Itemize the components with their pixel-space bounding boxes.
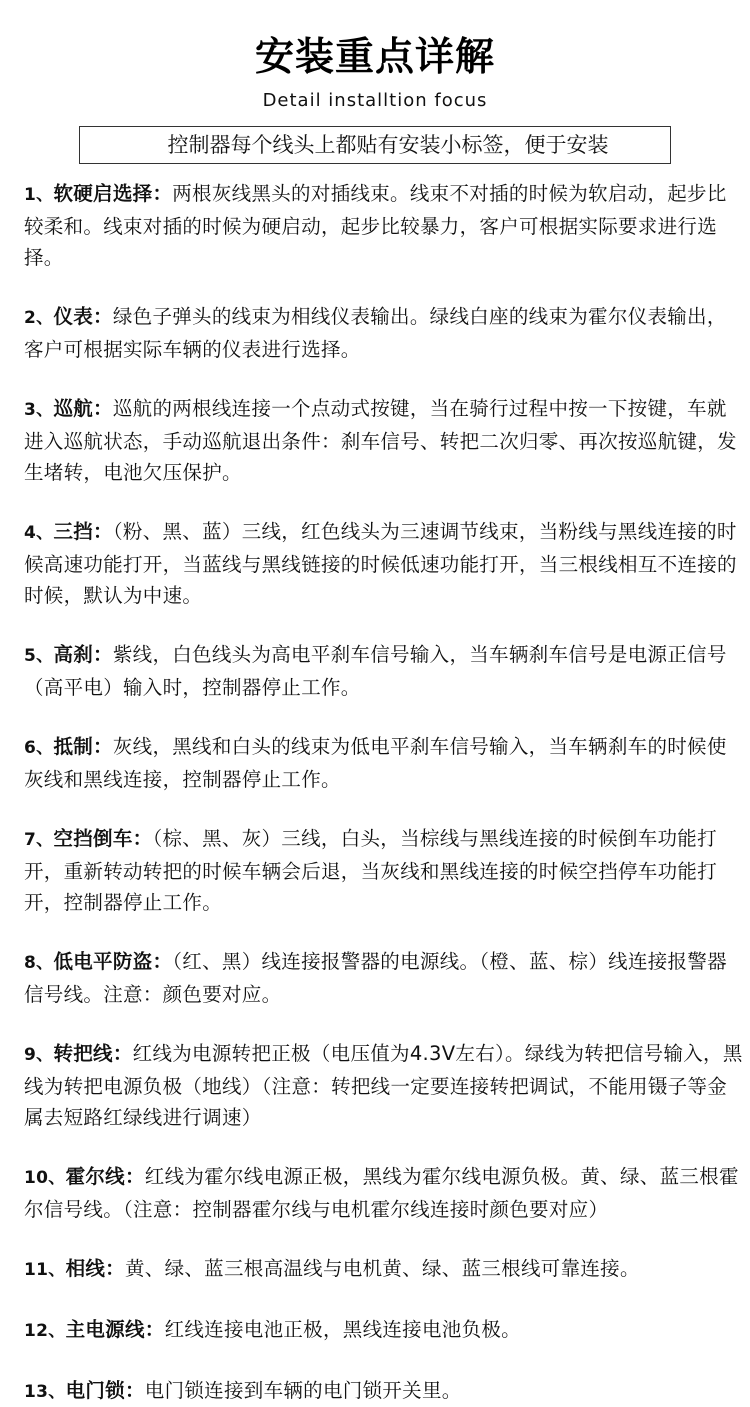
instruction-list [24, 178, 746, 1407]
instruction-item [24, 731, 746, 795]
instruction-item [24, 301, 746, 365]
page-title: 安装重点详解 [254, 35, 495, 80]
item-label: 抵制： [53, 735, 113, 758]
item-number: 11、 [24, 1260, 66, 1280]
item-number: 12、 [24, 1321, 66, 1341]
instruction-item [24, 516, 746, 611]
instruction-item [24, 639, 746, 703]
instruction-item [24, 823, 746, 918]
item-text: 灰线，黑线和白头的线束为低电平刹车信号输入，当车辆刹车的时候使灰线和黑线连接，控制器停止工作。 [24, 735, 727, 791]
item-label: 三挡： [53, 520, 113, 543]
item-text: 两根灰线黑头的对插线束。线束不对插的时候为软启动，起步比较柔和。线束对插的时候为硬启动，起步比较暴力，客户可根据实际要求进行选择。 [24, 182, 727, 269]
instruction-item [24, 946, 746, 1010]
item-label: 主电源线： [65, 1318, 165, 1341]
item-label: 低电平防盗： [53, 950, 173, 973]
item-number: 13、 [24, 1382, 66, 1402]
instruction-item [24, 1038, 746, 1133]
item-text: 黄、绿、蓝三根高温线与电机黄、绿、蓝三根线可靠连接。 [124, 1257, 640, 1280]
instruction-item [24, 1314, 746, 1347]
instruction-item [24, 393, 746, 488]
item-label: 转把线： [53, 1042, 133, 1065]
instruction-item [24, 1375, 746, 1407]
notice-box: 控制器每个线头上都贴有安装小标签，便于安装 [79, 126, 671, 164]
item-label: 电门锁： [65, 1379, 145, 1402]
item-number: 8、 [24, 953, 54, 973]
instruction-item [24, 1253, 746, 1286]
instruction-item [24, 1161, 746, 1225]
item-number: 7、 [24, 830, 54, 850]
item-label: 巡航： [53, 397, 113, 420]
item-number: 6、 [24, 738, 54, 758]
item-text: 红线为电源转把正极（电压值为4.3V左右）。绿线为转把信号输入，黑线为转把电源负极（地线）（注意：转把线一定要连接转把调试，不能用镊子等金属去短路红绿线进行调速） [24, 1042, 743, 1129]
item-text: （红、黑）线连接报警器的电源线。（橙、蓝、棕）线连接报警器信号线。注意：颜色要对应。 [24, 950, 727, 1006]
page-header [0, 0, 750, 164]
item-label: 霍尔线： [65, 1165, 145, 1188]
item-label: 仪表： [53, 305, 113, 328]
page-subtitle: Detail installtion focus [262, 90, 488, 111]
item-number: 2、 [24, 308, 54, 328]
instruction-item [24, 178, 746, 273]
item-text: 红线为霍尔线电源正极，黑线为霍尔线电源负极。黄、绿、蓝三根霍尔信号线。（注意：控制器霍尔线与电机霍尔线连接时颜色要对应） [24, 1165, 739, 1221]
item-text: 绿色子弹头的线束为相线仪表输出。绿线白座的线束为霍尔仪表输出，客户可根据实际车辆的仪表进行选择。 [24, 305, 727, 361]
item-text: 巡航的两根线连接一个点动式按键，当在骑行过程中按一下按键，车就进入巡航状态，手动巡航退出条件：刹车信号、转把二次归零、再次按巡航键，发生堵转，电池欠压保护。 [24, 397, 737, 484]
item-number: 5、 [24, 646, 54, 666]
item-label: 软硬启选择： [53, 182, 173, 205]
item-text: 红线连接电池正极，黑线连接电池负极。 [164, 1318, 521, 1341]
item-text: （棕、黑、灰）三线，白头，当棕线与黑线连接的时候倒车功能打开，重新转动转把的时候车辆会后退，当灰线和黑线连接的时候空挡停车功能打开，控制器停止工作。 [24, 827, 718, 914]
item-number: 3、 [24, 400, 54, 420]
item-text: 电门锁连接到车辆的电门锁开关里。 [144, 1379, 462, 1402]
item-number: 10、 [24, 1168, 66, 1188]
item-label: 相线： [65, 1257, 125, 1280]
item-text: 紫线，白色线头为高电平刹车信号输入，当车辆刹车信号是电源正信号（高平电）输入时，控制器停止工作。 [24, 643, 727, 699]
item-number: 9、 [24, 1045, 54, 1065]
item-label: 空挡倒车： [53, 827, 153, 850]
item-number: 1、 [24, 185, 54, 205]
item-number: 4、 [24, 523, 54, 543]
item-text: （粉、黑、蓝）三线，红色线头为三速调节线束，当粉线与黑线连接的时候高速功能打开，当蓝线与黑线链接的时候低速功能打开，当三根线相互不连接的时候，默认为中速。 [24, 520, 737, 607]
item-label: 高刹： [53, 643, 113, 666]
